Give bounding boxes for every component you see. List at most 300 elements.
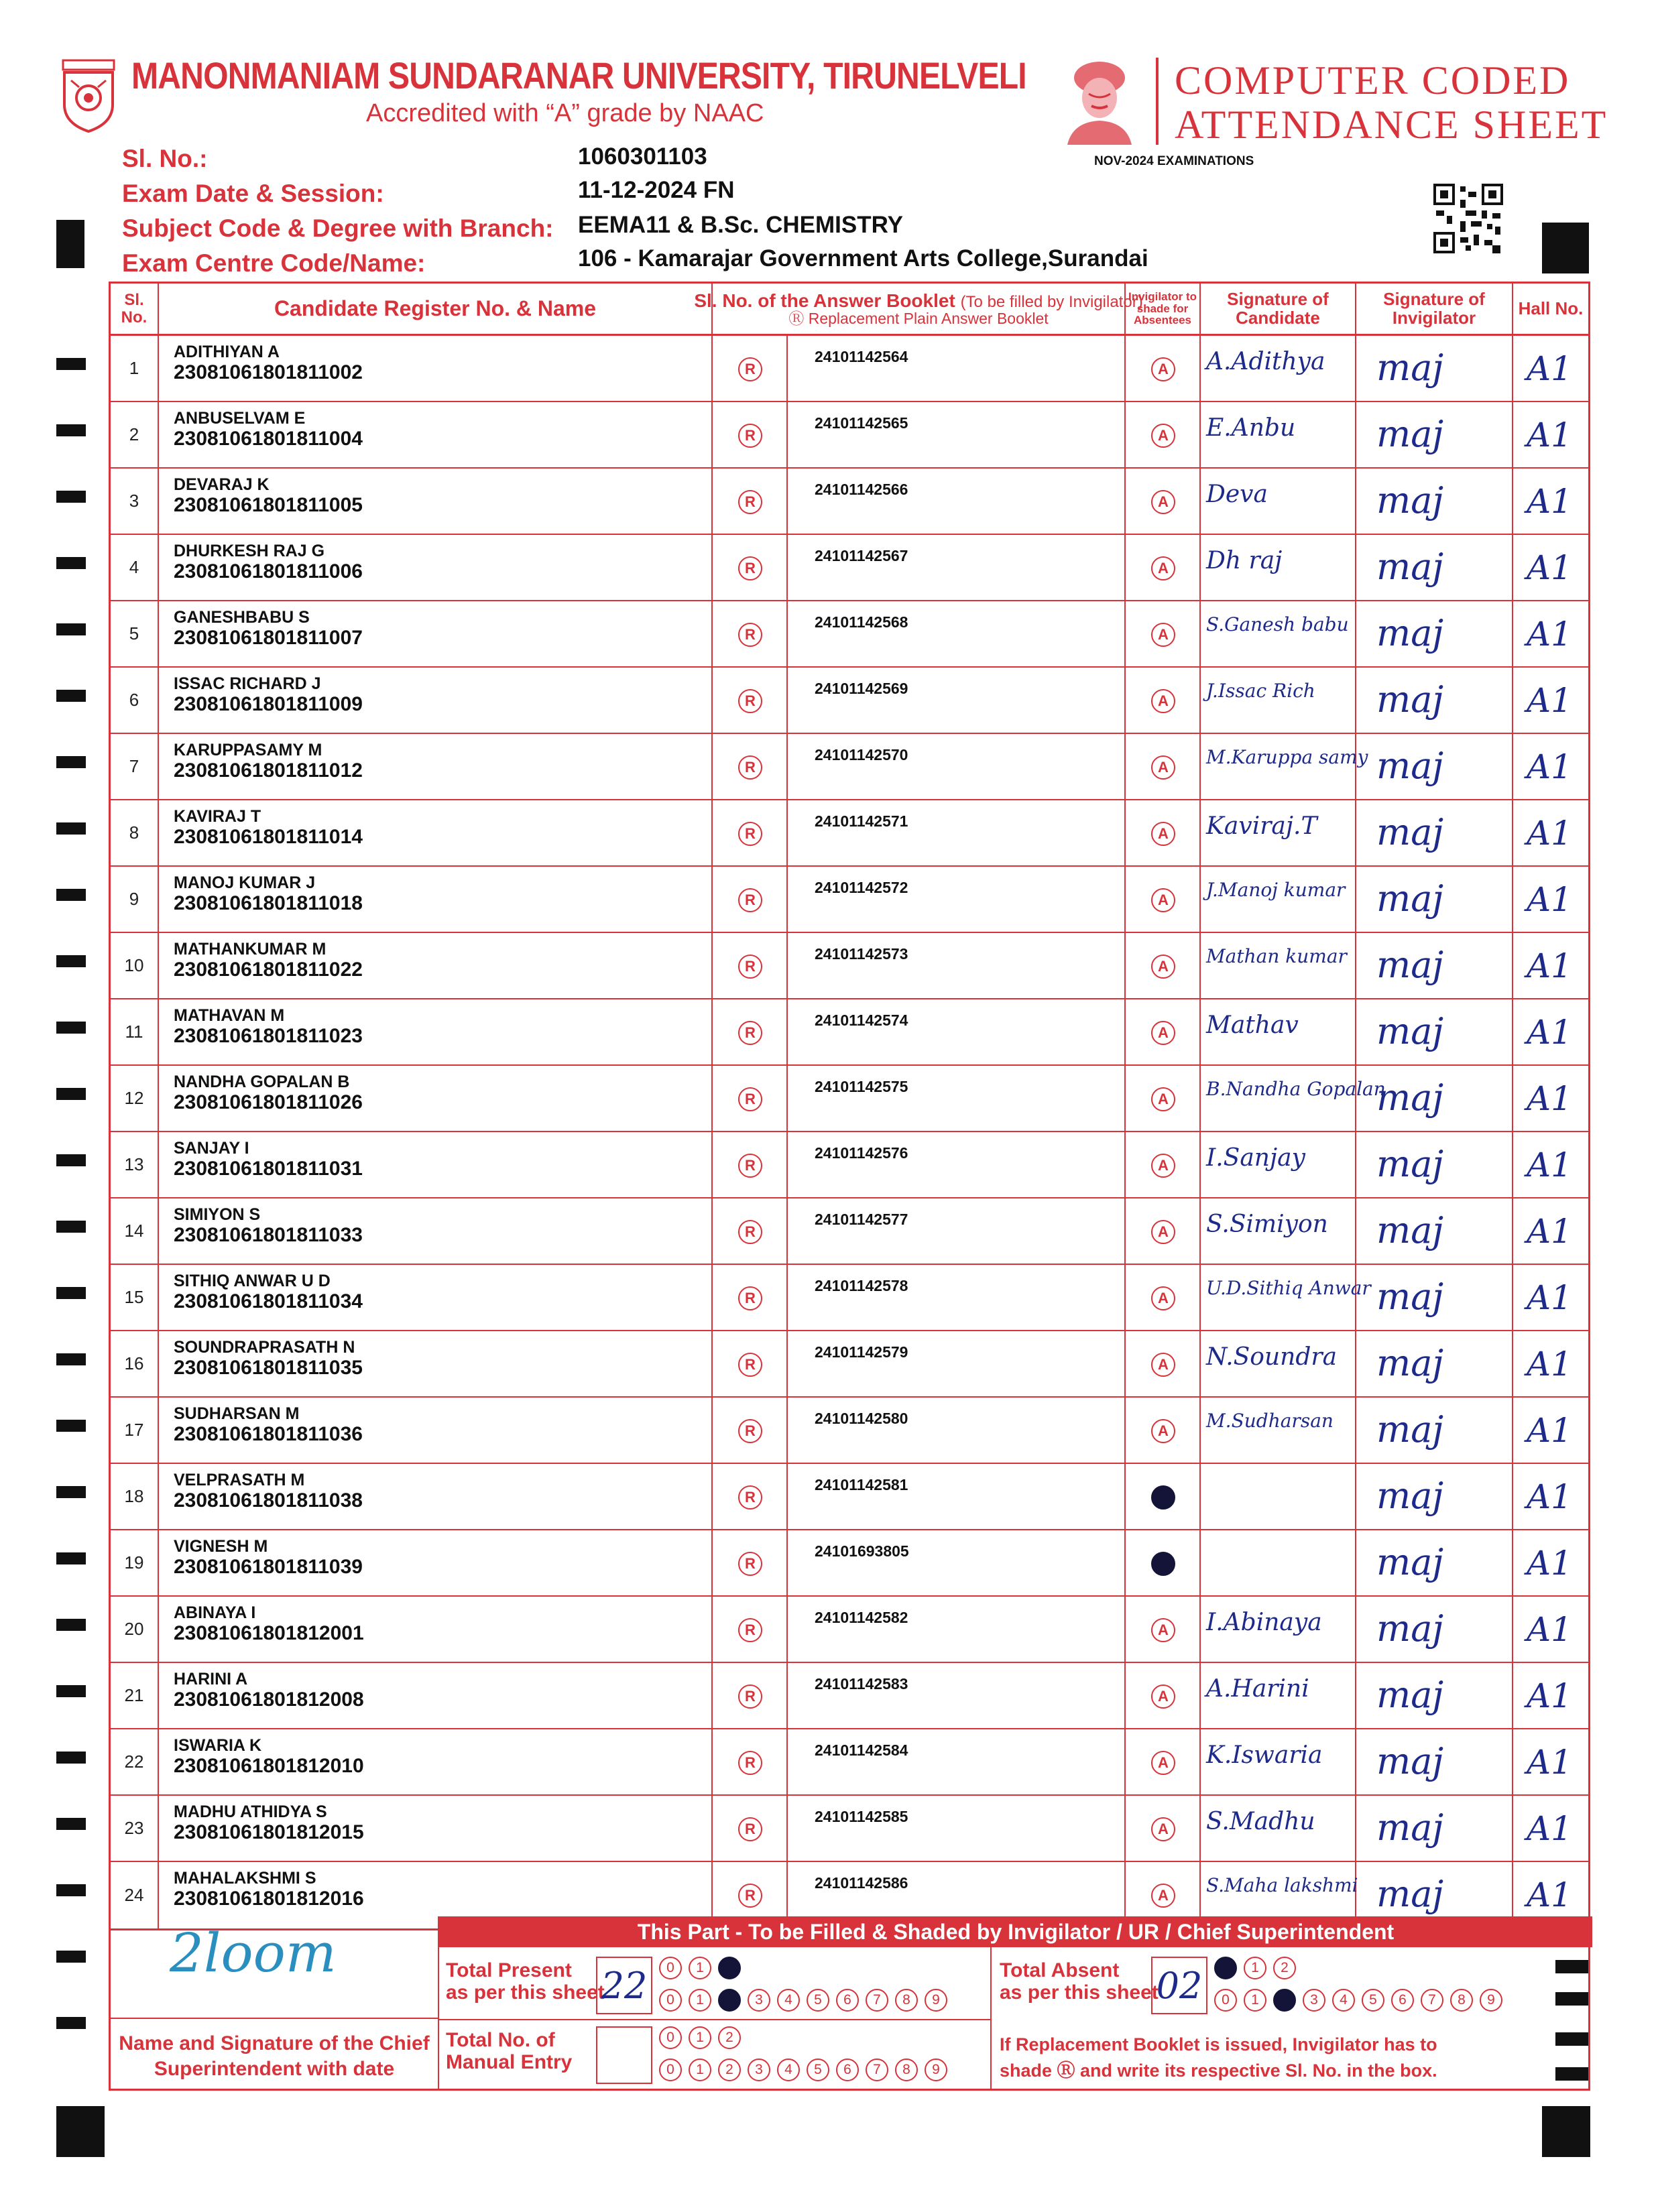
invigilator-signature: maj xyxy=(1376,944,1444,986)
row-absent xyxy=(1126,668,1201,733)
replacement-bubble[interactable]: R xyxy=(738,1419,762,1443)
digit-bubble[interactable]: 8 xyxy=(895,1989,918,2012)
replacement-bubble[interactable]: R xyxy=(738,755,762,780)
row-hall-no[interactable] xyxy=(1513,1597,1588,1662)
hall-no: A1 xyxy=(1527,1146,1572,1184)
total-present-label-2: as per this sheet xyxy=(446,1981,605,2004)
absent-bubble[interactable]: A xyxy=(1151,490,1175,514)
candidate-name: DHURKESH RAJ G xyxy=(174,542,325,560)
row-candidate-signature[interactable] xyxy=(1201,469,1356,534)
row-candidate-signature[interactable] xyxy=(1201,535,1356,600)
booklet-no: 24101142577 xyxy=(815,1211,908,1228)
row-candidate xyxy=(159,1530,713,1595)
candidate-name: SUDHARSAN M xyxy=(174,1404,300,1423)
row-replacement xyxy=(713,1066,788,1131)
digit-bubble[interactable]: 7 xyxy=(866,1989,888,2012)
digit-bubble[interactable] xyxy=(1214,1957,1237,1979)
booklet-no: 24101142575 xyxy=(815,1078,908,1095)
invigilator-signature: maj xyxy=(1376,877,1444,920)
replacement-bubble[interactable]: R xyxy=(738,888,762,912)
digit-bubble[interactable] xyxy=(718,1989,741,2012)
digit-bubble[interactable]: 9 xyxy=(925,2059,947,2081)
absent-bubble[interactable]: A xyxy=(1151,1751,1175,1775)
digit-bubble[interactable]: 9 xyxy=(1480,1989,1502,2012)
row-candidate-signature[interactable] xyxy=(1201,734,1368,799)
row-booklet[interactable] xyxy=(788,1331,1126,1396)
hall-no: A1 xyxy=(1527,1809,1572,1848)
row-candidate-signature[interactable] xyxy=(1201,1331,1356,1396)
digit-bubble[interactable]: 2 xyxy=(718,2059,741,2081)
digit-bubble[interactable] xyxy=(1273,1989,1296,2012)
absent-bubble[interactable]: A xyxy=(1151,623,1175,647)
candidate-name: ADITHIYAN A xyxy=(174,343,280,361)
corner-mark-bottom-left xyxy=(56,2106,105,2157)
row-booklet[interactable] xyxy=(788,867,1126,932)
row-candidate-signature[interactable] xyxy=(1201,668,1356,733)
row-booklet[interactable] xyxy=(788,1199,1126,1264)
hall-no: A1 xyxy=(1527,1743,1572,1782)
row-invigilator-signature[interactable] xyxy=(1356,734,1513,799)
digit-bubble[interactable]: 6 xyxy=(836,2059,859,2081)
row-candidate-signature[interactable] xyxy=(1201,1398,1356,1463)
row-absent xyxy=(1126,1597,1201,1662)
row-booklet[interactable] xyxy=(788,469,1126,534)
row-candidate-signature[interactable] xyxy=(1201,402,1356,467)
row-hall-no[interactable] xyxy=(1513,601,1588,666)
absent-bubble[interactable]: A xyxy=(1151,357,1175,381)
row-hall-no[interactable] xyxy=(1513,1066,1588,1131)
row-candidate-signature[interactable] xyxy=(1201,1663,1356,1728)
row-booklet[interactable] xyxy=(788,800,1126,865)
candidate-signature: S.Maha lakshmi xyxy=(1206,1874,1358,1896)
absent-bubble[interactable]: A xyxy=(1151,556,1175,580)
row-invigilator-signature[interactable] xyxy=(1356,336,1513,401)
candidate-reg-no: 23081061801811018 xyxy=(174,892,363,914)
row-hall-no[interactable] xyxy=(1513,1265,1588,1330)
candidate-reg-no: 23081061801811026 xyxy=(174,1091,363,1113)
chief-signature-box[interactable] xyxy=(111,1916,439,2019)
row-sl-no: 9 xyxy=(111,867,159,932)
digit-bubble[interactable]: 0 xyxy=(659,2026,682,2049)
candidate-signature: J.Manoj kumar xyxy=(1206,879,1346,901)
manual-entry-box[interactable] xyxy=(596,2026,652,2084)
row-invigilator-signature[interactable] xyxy=(1356,1597,1513,1662)
table-row xyxy=(111,1530,1588,1597)
corner-mark-top-left xyxy=(56,220,84,268)
hall-no: A1 xyxy=(1527,1676,1572,1715)
row-candidate-signature[interactable] xyxy=(1201,1464,1356,1529)
replacement-bubble[interactable]: R xyxy=(738,1751,762,1775)
row-invigilator-signature[interactable] xyxy=(1356,1199,1513,1264)
row-candidate-signature[interactable] xyxy=(1201,1597,1356,1662)
table-row xyxy=(111,668,1588,734)
row-sl-no: 24 xyxy=(111,1862,159,1928)
row-candidate xyxy=(159,800,713,865)
row-candidate xyxy=(159,1464,713,1529)
invigilator-signature: maj xyxy=(1376,413,1444,455)
row-invigilator-signature[interactable] xyxy=(1356,535,1513,600)
digit-bubble[interactable]: 2 xyxy=(1273,1957,1296,1979)
row-booklet[interactable] xyxy=(788,402,1126,467)
row-booklet[interactable] xyxy=(788,1066,1126,1131)
row-booklet[interactable] xyxy=(788,1729,1126,1794)
founder-portrait-icon xyxy=(1058,56,1141,145)
row-replacement xyxy=(713,469,788,534)
replacement-bubble[interactable]: R xyxy=(738,623,762,647)
row-hall-no[interactable] xyxy=(1513,1729,1588,1794)
row-hall-no[interactable] xyxy=(1513,1132,1588,1197)
row-hall-no[interactable] xyxy=(1513,999,1588,1064)
replacement-bubble[interactable]: R xyxy=(738,955,762,979)
absent-bubble[interactable]: A xyxy=(1151,689,1175,713)
table-row xyxy=(111,933,1588,999)
digit-bubble[interactable]: 3 xyxy=(1303,1989,1325,2012)
digit-bubble[interactable]: 1 xyxy=(1244,1989,1266,2012)
replacement-bubble[interactable]: R xyxy=(738,1286,762,1310)
row-absent xyxy=(1126,336,1201,401)
row-hall-no[interactable] xyxy=(1513,1398,1588,1463)
row-absent xyxy=(1126,867,1201,932)
row-invigilator-signature[interactable] xyxy=(1356,1729,1513,1794)
candidate-reg-no: 23081061801812001 xyxy=(174,1622,364,1644)
digit-bubble[interactable]: 6 xyxy=(836,1989,859,2012)
digit-bubble[interactable]: 4 xyxy=(777,2059,800,2081)
candidate-signature: E.Anbu xyxy=(1206,414,1296,442)
hall-no: A1 xyxy=(1527,416,1572,454)
hall-no: A1 xyxy=(1527,1876,1572,1914)
row-invigilator-signature[interactable] xyxy=(1356,601,1513,666)
digit-bubble[interactable]: 3 xyxy=(748,1989,770,2012)
row-invigilator-signature[interactable] xyxy=(1356,1663,1513,1728)
candidate-signature: Kaviraj.T xyxy=(1206,812,1317,840)
row-booklet[interactable] xyxy=(788,668,1126,733)
absent-bubble[interactable]: A xyxy=(1151,1286,1175,1310)
absent-bubble[interactable]: A xyxy=(1151,822,1175,846)
digit-bubble[interactable]: 1 xyxy=(689,1957,711,1979)
exam-date-value: 11-12-2024 FN xyxy=(578,177,735,203)
row-invigilator-signature[interactable] xyxy=(1356,1530,1513,1595)
col-booklet-note: (To be filled by Invigilator) xyxy=(960,292,1143,311)
digit-bubble[interactable]: 0 xyxy=(659,2059,682,2081)
absent-bubble[interactable]: A xyxy=(1151,1419,1175,1443)
row-candidate-signature[interactable] xyxy=(1201,1729,1356,1794)
row-candidate-signature[interactable] xyxy=(1201,933,1356,998)
row-replacement xyxy=(713,1331,788,1396)
row-invigilator-signature[interactable] xyxy=(1356,469,1513,534)
row-hall-no[interactable] xyxy=(1513,1663,1588,1728)
row-hall-no[interactable] xyxy=(1513,1796,1588,1861)
replacement-bubble[interactable]: R xyxy=(738,490,762,514)
row-invigilator-signature[interactable] xyxy=(1356,1398,1513,1463)
sl-no-label: Sl. No.: xyxy=(122,145,208,172)
row-invigilator-signature[interactable] xyxy=(1356,1331,1513,1396)
row-booklet[interactable] xyxy=(788,1265,1126,1330)
replacement-bubble[interactable]: R xyxy=(738,1817,762,1841)
row-hall-no[interactable] xyxy=(1513,867,1588,932)
timing-mark xyxy=(56,1951,86,1963)
row-hall-no[interactable] xyxy=(1513,668,1588,733)
row-hall-no[interactable] xyxy=(1513,1530,1588,1595)
candidate-signature: Deva xyxy=(1206,481,1268,508)
candidate-reg-no: 23081061801811031 xyxy=(174,1158,363,1180)
digit-bubble[interactable]: 8 xyxy=(1450,1989,1473,2012)
absent-bubble[interactable]: A xyxy=(1151,1618,1175,1642)
candidate-reg-no: 23081061801812016 xyxy=(174,1888,364,1910)
row-absent xyxy=(1126,1132,1201,1197)
row-invigilator-signature[interactable] xyxy=(1356,1796,1513,1861)
digit-bubble[interactable]: 1 xyxy=(689,2059,711,2081)
hall-no: A1 xyxy=(1527,615,1572,654)
candidate-reg-no: 23081061801811023 xyxy=(174,1025,363,1047)
digit-bubble[interactable]: 4 xyxy=(777,1989,800,2012)
invigilator-signature: maj xyxy=(1376,347,1444,389)
absent-bubble[interactable]: A xyxy=(1151,1087,1175,1111)
row-booklet[interactable] xyxy=(788,999,1126,1064)
replacement-bubble[interactable]: R xyxy=(738,1618,762,1642)
candidate-signature: I.Sanjay xyxy=(1206,1144,1305,1172)
digit-bubble[interactable]: 1 xyxy=(1244,1957,1266,1979)
timing-mark xyxy=(56,557,86,569)
replacement-bubble[interactable]: R xyxy=(738,1220,762,1244)
absent-bubble[interactable] xyxy=(1151,1552,1175,1576)
total-present-box[interactable]: 22 xyxy=(596,1957,652,2014)
candidate-signature: U.D.Sithiq Anwar xyxy=(1206,1277,1371,1299)
invigilator-signature: maj xyxy=(1376,479,1444,521)
digit-bubble[interactable]: 8 xyxy=(895,2059,918,2081)
replacement-bubble[interactable]: R xyxy=(738,1684,762,1709)
row-absent xyxy=(1126,1729,1201,1794)
row-invigilator-signature[interactable] xyxy=(1356,1464,1513,1529)
replacement-bubble[interactable]: R xyxy=(738,424,762,448)
row-sl-no: 8 xyxy=(111,800,159,865)
row-candidate-signature[interactable] xyxy=(1201,601,1356,666)
row-sl-no: 17 xyxy=(111,1398,159,1463)
digit-bubble[interactable]: 4 xyxy=(1332,1989,1355,2012)
booklet-no: 24101142573 xyxy=(815,945,908,963)
row-invigilator-signature[interactable] xyxy=(1356,1132,1513,1197)
row-booklet[interactable] xyxy=(788,1597,1126,1662)
replacement-note-2: shade Ⓡ and write its respective Sl. No. in the box. xyxy=(1000,2061,1437,2081)
manual-units-bubbles xyxy=(659,2059,947,2081)
replacement-bubble[interactable]: R xyxy=(738,1021,762,1045)
digit-bubble[interactable]: 2 xyxy=(718,2026,741,2049)
subject-value: EEMA11 & B.Sc. CHEMISTRY xyxy=(578,212,903,238)
row-booklet[interactable] xyxy=(788,336,1126,401)
row-invigilator-signature[interactable] xyxy=(1356,1265,1513,1330)
digit-bubble[interactable]: 1 xyxy=(689,2026,711,2049)
replacement-bubble[interactable]: R xyxy=(738,1884,762,1908)
corner-mark-top-right xyxy=(1542,223,1589,273)
timing-mark xyxy=(56,889,86,901)
row-booklet[interactable] xyxy=(788,1132,1126,1197)
absent-bubble[interactable]: A xyxy=(1151,1817,1175,1841)
row-booklet[interactable] xyxy=(788,1464,1126,1529)
hall-no: A1 xyxy=(1527,946,1572,985)
total-absent-box[interactable]: 02 xyxy=(1151,1957,1207,2014)
candidate-name: ISWARIA K xyxy=(174,1736,262,1755)
row-invigilator-signature[interactable] xyxy=(1356,668,1513,733)
absent-bubble[interactable] xyxy=(1151,1485,1175,1510)
row-sl-no: 3 xyxy=(111,469,159,534)
row-candidate-signature[interactable] xyxy=(1201,1066,1386,1131)
col-sig-invigilator: Signature of Invigilator xyxy=(1356,284,1513,334)
row-candidate-signature[interactable] xyxy=(1201,800,1356,865)
digit-bubble[interactable]: 5 xyxy=(807,1989,829,2012)
row-candidate-signature[interactable] xyxy=(1201,1265,1371,1330)
candidate-reg-no: 23081061801812015 xyxy=(174,1821,364,1843)
absent-bubble[interactable]: A xyxy=(1151,1154,1175,1178)
row-replacement xyxy=(713,1398,788,1463)
row-replacement xyxy=(713,933,788,998)
candidate-signature: Mathav xyxy=(1206,1011,1299,1039)
row-replacement xyxy=(713,1796,788,1861)
row-invigilator-signature[interactable] xyxy=(1356,867,1513,932)
hall-no: A1 xyxy=(1527,548,1572,587)
separator xyxy=(439,2019,990,2020)
row-candidate-signature[interactable] xyxy=(1201,336,1356,401)
absent-bubble[interactable]: A xyxy=(1151,1021,1175,1045)
row-hall-no[interactable] xyxy=(1513,1199,1588,1264)
timing-mark xyxy=(56,1022,86,1034)
row-candidate-signature[interactable] xyxy=(1201,999,1356,1064)
digit-bubble[interactable]: 1 xyxy=(689,1989,711,2012)
invigilator-signature: maj xyxy=(1376,1873,1444,1915)
digit-bubble[interactable]: 9 xyxy=(925,1989,947,2012)
digit-bubble[interactable]: 0 xyxy=(1214,1989,1237,2012)
row-sl-no: 22 xyxy=(111,1729,159,1794)
present-units-bubbles xyxy=(659,1989,947,2012)
invigilator-banner: This Part - To be Filled & Shaded by Invigilator / UR / Chief Superintendent xyxy=(439,1916,1592,1947)
absent-bubble[interactable]: A xyxy=(1151,1220,1175,1244)
replacement-bubble[interactable]: R xyxy=(738,1154,762,1178)
hall-no: A1 xyxy=(1527,1345,1572,1384)
row-replacement xyxy=(713,1597,788,1662)
absent-bubble[interactable]: A xyxy=(1151,424,1175,448)
digit-bubble[interactable]: 5 xyxy=(1362,1989,1384,2012)
row-hall-no[interactable] xyxy=(1513,535,1588,600)
row-candidate-signature[interactable] xyxy=(1201,1199,1356,1264)
row-booklet[interactable] xyxy=(788,1796,1126,1861)
digit-bubble[interactable]: 5 xyxy=(807,2059,829,2081)
row-booklet[interactable] xyxy=(788,734,1126,799)
candidate-signature: A.Adithya xyxy=(1206,348,1325,375)
row-replacement xyxy=(713,668,788,733)
digit-bubble[interactable]: 3 xyxy=(748,2059,770,2081)
row-booklet[interactable] xyxy=(788,535,1126,600)
row-hall-no[interactable] xyxy=(1513,734,1588,799)
row-hall-no[interactable] xyxy=(1513,1464,1588,1529)
row-hall-no[interactable] xyxy=(1513,469,1588,534)
booklet-no: 24101142581 xyxy=(815,1476,908,1493)
digit-bubble[interactable]: 0 xyxy=(659,1989,682,2012)
timing-mark xyxy=(56,1818,86,1830)
row-candidate xyxy=(159,1199,713,1264)
candidate-name: GANESHBABU S xyxy=(174,608,310,627)
row-invigilator-signature[interactable] xyxy=(1356,402,1513,467)
digit-bubble[interactable]: 7 xyxy=(1421,1989,1443,2012)
row-replacement xyxy=(713,734,788,799)
row-replacement xyxy=(713,1132,788,1197)
row-candidate-signature[interactable] xyxy=(1201,867,1356,932)
digit-bubble[interactable]: 6 xyxy=(1391,1989,1414,2012)
row-candidate xyxy=(159,734,713,799)
replacement-bubble[interactable]: R xyxy=(738,1087,762,1111)
timing-mark xyxy=(56,623,86,635)
row-candidate xyxy=(159,1265,713,1330)
absent-bubble[interactable]: A xyxy=(1151,955,1175,979)
row-hall-no[interactable] xyxy=(1513,933,1588,998)
replacement-bubble[interactable]: R xyxy=(738,1485,762,1510)
row-absent xyxy=(1126,933,1201,998)
digit-bubble[interactable]: 0 xyxy=(659,1957,682,1979)
digit-bubble[interactable] xyxy=(718,1957,741,1979)
row-candidate xyxy=(159,1331,713,1396)
booklet-no: 24101142578 xyxy=(815,1277,908,1294)
replacement-bubble[interactable]: R xyxy=(738,1353,762,1377)
replacement-bubble[interactable]: R xyxy=(738,357,762,381)
row-invigilator-signature[interactable] xyxy=(1356,933,1513,998)
row-sl-no: 4 xyxy=(111,535,159,600)
row-sl-no: 18 xyxy=(111,1464,159,1529)
university-emblem-icon xyxy=(59,58,118,137)
invigilator-signature: maj xyxy=(1376,546,1444,588)
booklet-no: 24101142584 xyxy=(815,1741,908,1759)
invigilator-signature: maj xyxy=(1376,811,1444,853)
booklet-no: 24101142585 xyxy=(815,1808,908,1825)
invigilator-signature: maj xyxy=(1376,612,1444,654)
row-booklet[interactable] xyxy=(788,1398,1126,1463)
absent-bubble[interactable]: A xyxy=(1151,1884,1175,1908)
centre-value: 106 - Kamarajar Government Arts College,Surandai xyxy=(578,245,1148,271)
row-invigilator-signature[interactable] xyxy=(1356,1066,1513,1131)
replacement-note-1: If Replacement Booklet is issued, Invigilator has to xyxy=(1000,2034,1437,2054)
hall-no: A1 xyxy=(1527,747,1572,786)
row-booklet[interactable] xyxy=(788,601,1126,666)
invigilator-signature: maj xyxy=(1376,1209,1444,1251)
replacement-bubble[interactable]: R xyxy=(738,1552,762,1576)
row-booklet[interactable] xyxy=(788,1530,1126,1595)
absent-bubble[interactable]: A xyxy=(1151,1684,1175,1709)
row-candidate-signature[interactable] xyxy=(1201,1530,1356,1595)
row-candidate-signature[interactable] xyxy=(1201,1132,1356,1197)
absent-bubble[interactable]: A xyxy=(1151,755,1175,780)
row-hall-no[interactable] xyxy=(1513,800,1588,865)
booklet-no: 24101142586 xyxy=(815,1874,908,1892)
candidate-name: MADHU ATHIDYA S xyxy=(174,1802,327,1821)
row-hall-no[interactable] xyxy=(1513,1331,1588,1396)
digit-bubble[interactable]: 7 xyxy=(866,2059,888,2081)
replacement-bubble[interactable]: R xyxy=(738,822,762,846)
row-invigilator-signature[interactable] xyxy=(1356,999,1513,1064)
row-candidate-signature[interactable] xyxy=(1201,1796,1356,1861)
absent-bubble[interactable]: A xyxy=(1151,1353,1175,1377)
booklet-no: 24101142583 xyxy=(815,1675,908,1693)
row-hall-no[interactable] xyxy=(1513,336,1588,401)
row-invigilator-signature[interactable] xyxy=(1356,800,1513,865)
candidate-reg-no: 23081061801811022 xyxy=(174,959,363,981)
table-row xyxy=(111,1597,1588,1663)
absent-bubble[interactable]: A xyxy=(1151,888,1175,912)
replacement-bubble[interactable]: R xyxy=(738,689,762,713)
candidate-reg-no: 23081061801811006 xyxy=(174,560,363,582)
replacement-bubble[interactable]: R xyxy=(738,556,762,580)
row-booklet[interactable] xyxy=(788,933,1126,998)
candidate-reg-no: 23081061801811002 xyxy=(174,361,363,383)
row-replacement xyxy=(713,336,788,401)
row-hall-no[interactable] xyxy=(1513,402,1588,467)
row-booklet[interactable] xyxy=(788,1663,1126,1728)
candidate-name: ISSAC RICHARD J xyxy=(174,674,321,693)
